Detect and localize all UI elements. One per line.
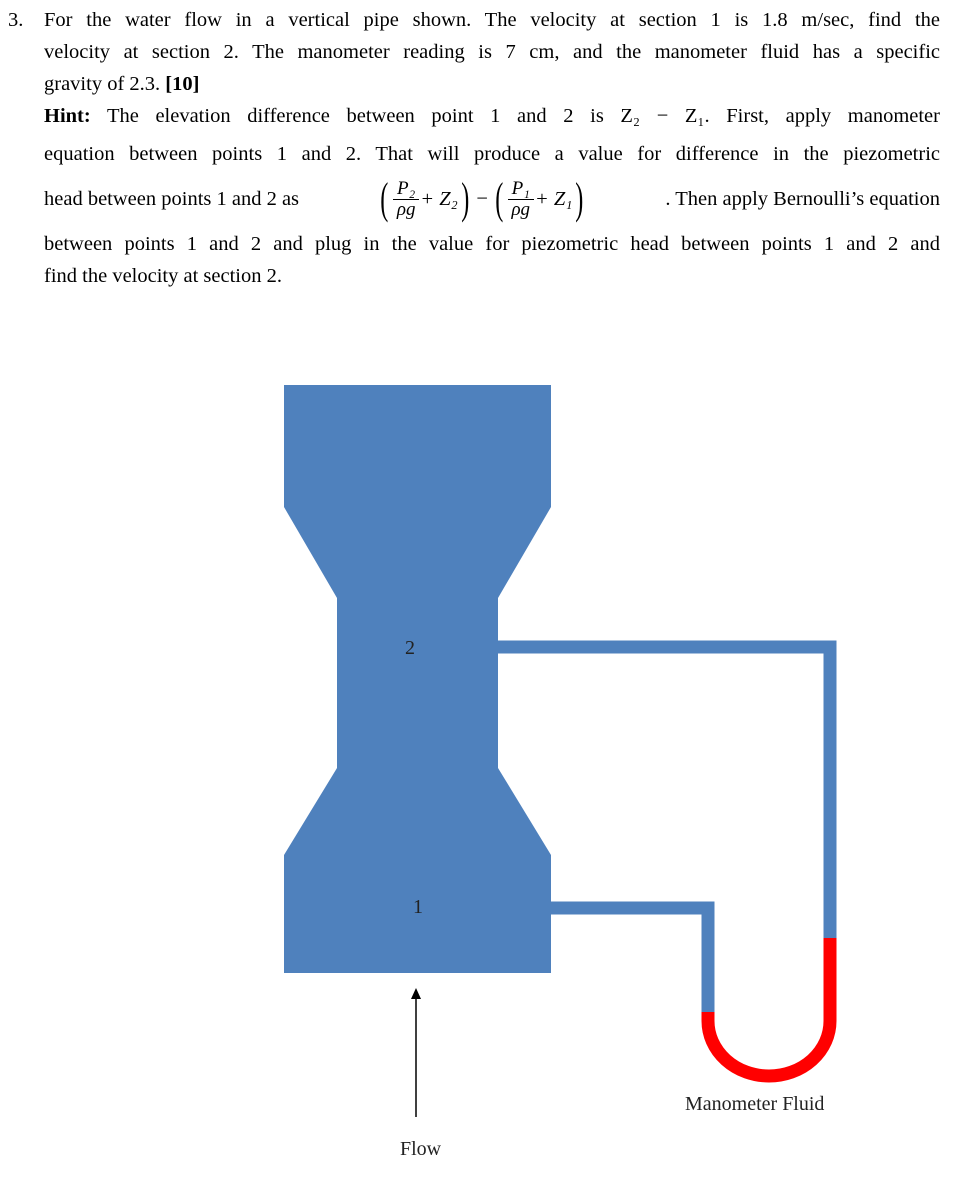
z1-term: + Z₁ <box>534 188 573 210</box>
statement-line-3-text: gravity of 2.3. <box>44 73 161 95</box>
flow-arrow-head <box>411 988 421 999</box>
hint-line-2: equation between points 1 and 2. That will produce a value for difference in the piezometric <box>44 143 940 165</box>
section-1-label: 1 <box>413 896 423 918</box>
manometer-tube-from-section-1 <box>551 908 708 1012</box>
upper-pipe-section <box>284 385 551 507</box>
formula-minus: − <box>476 188 488 210</box>
section-2-label: 2 <box>405 637 415 659</box>
flow-arrow <box>411 988 421 1117</box>
vertical-pipe <box>284 385 551 973</box>
hint-line-3-pre: head between points 1 and 2 as <box>44 188 300 210</box>
manometer-fluid-label: Manometer Fluid <box>685 1093 825 1115</box>
hint-line-4: between points 1 and 2 and plug in the value for piezometric head between points 1 and 2 and <box>44 233 940 255</box>
statement-line-2: velocity at section 2. The manometer reading is 7 cm, and the manometer fluid has a specific <box>44 41 940 63</box>
statement-line-1: For the water flow in a vertical pipe shown. The velocity at section 1 is 1.8 m/sec, find the <box>44 9 940 31</box>
diverging-section <box>284 768 551 855</box>
hint-line-5: find the velocity at section 2. <box>44 265 282 287</box>
points-label: [10] <box>165 73 200 95</box>
hint-line-1-text: The elevation difference between point 1 and 2 is Z₂ − Z₁. First, apply manometer <box>106 105 940 127</box>
hint-label: Hint: <box>44 105 91 127</box>
hint-line-3-post: . Then apply Bernoulli’s equation <box>665 188 940 210</box>
z2-term: + Z₂ <box>420 188 458 210</box>
question-number: 3. <box>8 9 24 31</box>
manometer-fluid <box>708 938 830 1076</box>
flow-label: Flow <box>400 1138 442 1160</box>
piezometric-head-formula: ( $\frac{\text{P₂}}{\rho g}$ + Z₂ ) − ( $\frac{\text{P₁}}{\rho g}$ + Z₁ ) <box>380 174 584 223</box>
converging-section <box>284 507 551 598</box>
throat-section-2 <box>337 598 498 768</box>
p2-over-rho-g: $\frac{\text{P₂}}{\rho g}$ <box>393 179 419 220</box>
p1-over-rho-g: $\frac{\text{P₁}}{\rho g}$ <box>508 179 534 220</box>
